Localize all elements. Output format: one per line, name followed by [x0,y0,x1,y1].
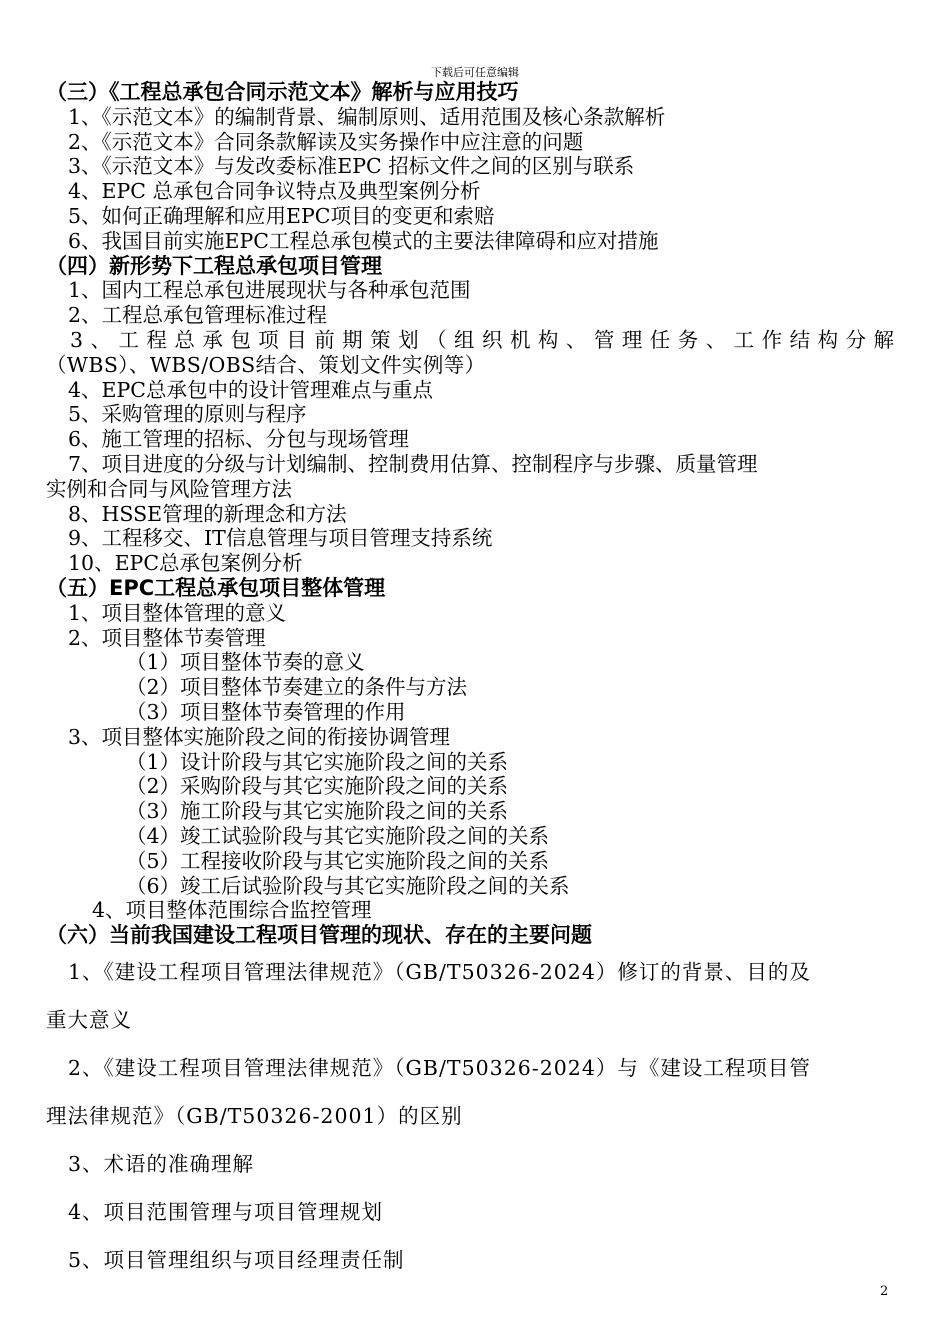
list-item: 1、《建设工程项目管理法律规范》（GB/T50326-2024）修订的背景、目的及 [68,959,811,984]
list-item: 10、EPC总承包案例分析 [68,551,303,576]
list-item: 5、如何正确理解和应用EPC项目的变更和索赔 [68,203,495,228]
sub-list-item: （2）采购阶段与其它实施阶段之间的关系 [126,774,509,799]
section-heading: （六）当前我国建设工程项目管理的现状、存在的主要问题 [46,923,592,948]
list-item: 1、《示范文本》的编制背景、编制原则、适用范围及核心条款解析 [68,104,666,129]
header-note: 下载后可任意编辑 [431,66,519,79]
sub-list-item: （2）项目整体节奏建立的条件与方法 [126,675,468,700]
sub-list-item: （3）项目整体节奏管理的作用 [126,699,406,724]
list-item-continuation: （WBS）、WBS/OBS结合、策划文件实例等） [46,352,486,377]
list-item: 5、采购管理的原则与程序 [68,402,307,427]
list-item: 3、术语的准确理解 [68,1151,255,1176]
list-item: 4、项目范围管理与项目管理规划 [68,1199,384,1224]
list-item-continuation: 重大意义 [46,1007,132,1032]
sub-list-item: （6）竣工后试验阶段与其它实施阶段之间的关系 [126,873,570,898]
list-item: 3、工程总承包项目前期策划（组织机构、管理任务、工作结构分解 [70,327,896,352]
list-item: 1、国内工程总承包进展现状与各种承包范围 [68,278,471,303]
list-item-continuation: 理法律规范》（GB/T50326-2001）的区别 [46,1103,463,1128]
list-item: 6、施工管理的招标、分包与现场管理 [68,427,410,452]
section-4 [46,254,896,576]
section-heading: （五）EPC工程总承包项目整体管理 [46,575,386,600]
list-item: 4、EPC 总承包合同争议特点及典型案例分析 [68,179,481,204]
sub-list-item: （3）施工阶段与其它实施阶段之间的关系 [126,799,509,824]
list-item: 9、工程移交、IT信息管理与项目管理支持系统 [68,526,493,551]
list-item: 4、EPC总承包中的设计管理难点与重点 [68,377,433,402]
section-6 [46,923,896,1284]
list-item: 2、工程总承包管理标准过程 [68,303,328,328]
list-item: 3、项目整体实施阶段之间的衔接协调管理 [68,724,451,749]
list-item: 7、项目进度的分级与计划编制、控制费用估算、控制程序与步骤、质量管理 [68,451,758,476]
list-item: 1、项目整体管理的意义 [68,600,287,625]
sub-list-item: （4）竣工试验阶段与其它实施阶段之间的关系 [126,823,550,848]
section-heading: （三）《工程总承包合同示范文本》解析与应用技巧 [46,80,519,104]
list-item: 2、《示范文本》合同条款解读及实务操作中应注意的问题 [68,129,584,154]
sub-list-item: （5）工程接收阶段与其它实施阶段之间的关系 [126,848,550,873]
list-item: 4、项目整体范围综合监控管理 [92,898,372,923]
section-heading: （四）新形势下工程总承包项目管理 [46,253,382,278]
sub-list-item: （1）设计阶段与其它实施阶段之间的关系 [126,749,509,774]
list-item: 2、《建设工程项目管理法律规范》（GB/T50326-2024）与《建设工程项目管 [68,1055,811,1080]
section-3 [46,80,896,254]
document-body [46,80,896,1284]
list-item: 2、项目整体节奏管理 [68,625,266,650]
page-number: 2 [880,1284,889,1299]
list-item: 6、我国目前实施EPC工程总承包模式的主要法律障碍和应对措施 [68,228,659,253]
list-item: 5、项目管理组织与项目经理责任制 [68,1247,405,1272]
sub-list-item: （1）项目整体节奏的意义 [126,650,365,675]
section-5 [46,576,896,923]
list-item-continuation: 实例和合同与风险管理方法 [46,476,292,501]
list-item: 8、HSSE管理的新理念和方法 [68,501,347,526]
list-item: 3、《示范文本》与发改委标准EPC 招标文件之间的区别与联系 [68,154,635,179]
